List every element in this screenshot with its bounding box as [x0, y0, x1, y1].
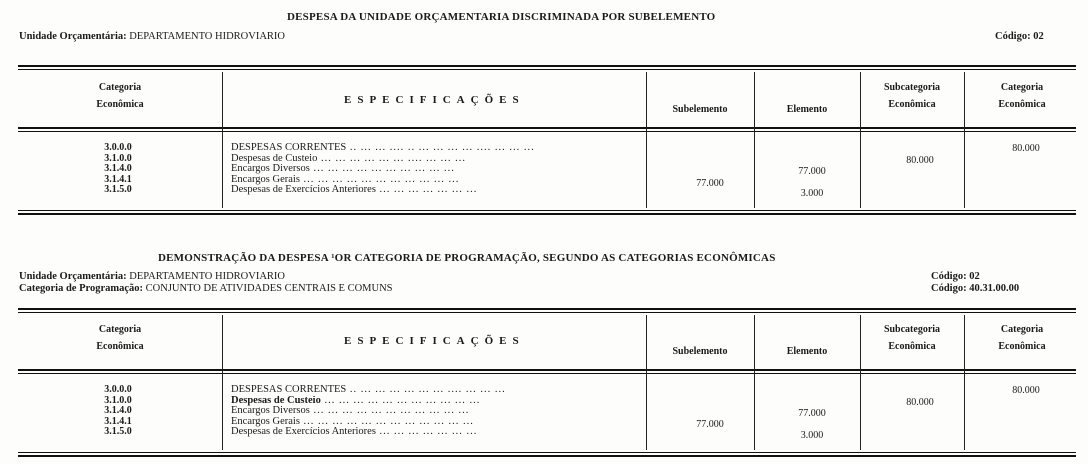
header-subcategoria-line2: Econômica: [888, 99, 936, 110]
unidade-value: DEPARTAMENTO HIDROVIARIO: [129, 31, 285, 42]
categoria-label: Categoria de Programação:: [19, 283, 144, 294]
elemento-value: 77.000: [798, 166, 826, 177]
spec-row: [231, 385, 641, 396]
code-cell: 3.1.4.0: [104, 163, 132, 174]
spec-label: Encargos Diversos: [231, 164, 310, 174]
spec-row: [231, 175, 641, 186]
table1-header-rule-thin: [18, 131, 1076, 132]
spec-row: [231, 143, 641, 154]
table2-top-rule: [18, 308, 1076, 310]
leader-dots: ... ... ... ... ... ... ... ... ... ... ... ...: [299, 416, 474, 427]
spec-label: DESPESAS CORRENTES: [231, 385, 347, 395]
col-divider: [964, 72, 965, 208]
header-categoria-line2: Econômica: [96, 99, 144, 110]
table1-specs: [231, 143, 641, 196]
header-subcategoria-line1: Subcategoria: [883, 324, 941, 335]
spec-label: Despesas de Custeio: [231, 153, 318, 164]
section2-codigo2: Código: 40.31.00.00: [931, 283, 1020, 294]
col-divider: [860, 72, 861, 208]
code-cell: 3.1.4.1: [104, 173, 132, 185]
spec-label: Encargos Gerais: [231, 174, 300, 185]
header-categoria2-line2: Econômica: [998, 99, 1046, 110]
header-especificacoes: ESPECIFICAÇÕES: [344, 335, 525, 347]
header-categoria-2: [970, 324, 1074, 352]
table2-top-rule-thin: [18, 312, 1076, 313]
code-cell: 3.1.5.0: [104, 184, 132, 195]
spec-row: [231, 185, 641, 196]
header-categoria2-line2: Econômica: [998, 341, 1046, 352]
code-cell: 3.0.0.0: [104, 142, 132, 153]
spec-row: [231, 154, 641, 165]
col-divider: [222, 315, 223, 450]
spec-label: Despesas de Exercícios Anteriores: [231, 427, 376, 437]
elemento-value: 3.000: [800, 430, 824, 441]
spec-label: Encargos Diversos: [231, 406, 310, 416]
table2-bottom-rule-thin: [18, 452, 1076, 453]
col-divider: [754, 315, 755, 450]
table2-codes: [88, 385, 148, 438]
section2-unidade: [19, 271, 285, 282]
subcategoria-value: 80.000: [906, 397, 934, 408]
table1-codes: [88, 143, 148, 196]
unidade-label: Unidade Orçamentária:: [19, 31, 127, 42]
col-divider: [646, 72, 647, 208]
header-categoria-2: [970, 82, 1074, 110]
header-subcategoria-line2: Econômica: [888, 341, 936, 352]
header-categoria2-line1: Categoria: [1000, 82, 1044, 93]
table1-top-rule: [18, 65, 1076, 67]
header-categoria2-line1: Categoria: [1000, 324, 1044, 335]
section2-title: DEMONSTRAÇÃO DA DESPESA ¹OR CATEGORIA DE PROGRAMAÇÃO, SEGUNDO AS CATEGORIAS ECONÔMICAS: [158, 252, 776, 264]
header-subcategoria-line1: Subcategoria: [883, 82, 941, 93]
header-categoria: [60, 324, 180, 352]
spec-label: Encargos Gerais: [231, 416, 300, 427]
header-categoria-line1: Categoria: [98, 82, 142, 93]
col-divider: [646, 315, 647, 450]
code-cell: 3.1.0.0: [104, 152, 132, 164]
code-cell: 3.1.4.1: [104, 415, 132, 427]
spec-row: [231, 427, 641, 438]
categoria-value: 80.000: [1012, 385, 1040, 396]
col-divider: [754, 72, 755, 208]
spec-row: [231, 396, 641, 407]
leader-dots: .. ... ... .... .. ... ... ... ... .... ... ... ...: [346, 143, 535, 153]
leader-dots: ... ... ... ... ... ... ... ... ... ...: [309, 164, 455, 174]
header-categoria-line1: Categoria: [98, 324, 142, 335]
spec-row: [231, 417, 641, 428]
spec-row: [231, 164, 641, 175]
leader-dots: .. ... ... ... ... ... ... .... ... ... ...: [346, 385, 506, 395]
section1-codigo: Código: 02: [995, 31, 1044, 42]
header-subelemento: Subelemento: [672, 104, 728, 115]
spec-label: DESPESAS CORRENTES: [231, 143, 347, 153]
table1-header-rule: [18, 127, 1076, 129]
spec-label: Despesas de Exercícios Anteriores: [231, 185, 376, 195]
leader-dots: ... ... ... ... ... ... ... ... ... ... ...: [309, 406, 470, 416]
header-elemento: Elemento: [786, 346, 828, 357]
table1-bottom-rule-thin: [18, 210, 1076, 211]
leader-dots: ... ... ... ... ... ... ... ... ... ... ...: [320, 395, 481, 406]
code-cell: 3.1.0.0: [104, 394, 132, 406]
col-divider: [964, 315, 965, 450]
section1-unidade: [19, 31, 285, 42]
elemento-value: 3.000: [800, 188, 824, 199]
spec-label: Despesas de Custeio: [231, 395, 321, 406]
leader-dots: ... ... ... ... ... ... .... ... ... ...: [317, 153, 466, 164]
header-subelemento: Subelemento: [672, 346, 728, 357]
header-categoria-line2: Econômica: [96, 341, 144, 352]
categoria-value: CONJUNTO DE ATIVIDADES CENTRAIS E COMUNS: [145, 283, 393, 294]
table1-top-rule-thin: [18, 69, 1076, 70]
unidade-value: DEPARTAMENTO HIDROVIARIO: [129, 271, 285, 282]
subelemento-value: 77.000: [696, 419, 724, 430]
leader-dots: ... ... ... ... ... ... ...: [375, 427, 478, 437]
categoria-value: 80.000: [1012, 143, 1040, 154]
subelemento-value: 77.000: [696, 178, 724, 189]
table2-specs: [231, 385, 641, 438]
section2-categoria: [19, 283, 393, 294]
unidade-label: Unidade Orçamentária:: [19, 271, 127, 282]
table2-bottom-rule: [18, 455, 1076, 457]
header-elemento: Elemento: [786, 104, 828, 115]
code-cell: 3.0.0.0: [104, 384, 132, 395]
header-categoria: [60, 82, 180, 110]
header-subcategoria: [866, 82, 958, 110]
code-cell: 3.1.4.0: [104, 405, 132, 416]
subcategoria-value: 80.000: [906, 155, 934, 166]
spec-row: [231, 406, 641, 417]
section1-title: DESPESA DA UNIDADE ORÇAMENTARIA DISCRIMINADA POR SUBELEMENTO: [287, 11, 716, 23]
col-divider: [222, 72, 223, 208]
leader-dots: ... ... ... ... ... ... ... ... ... ... ...: [299, 174, 460, 185]
code-cell: 3.1.5.0: [104, 426, 132, 437]
col-divider: [860, 315, 861, 450]
header-especificacoes: ESPECIFICAÇÕES: [344, 94, 525, 106]
table1-bottom-rule: [18, 213, 1076, 215]
table2-header-rule: [18, 369, 1076, 371]
elemento-value: 77.000: [798, 408, 826, 419]
section2-codigo1: Código: 02: [931, 271, 980, 282]
header-subcategoria: [866, 324, 958, 352]
table2-header-rule-thin: [18, 373, 1076, 374]
leader-dots: ... ... ... ... ... ... ...: [375, 185, 478, 195]
